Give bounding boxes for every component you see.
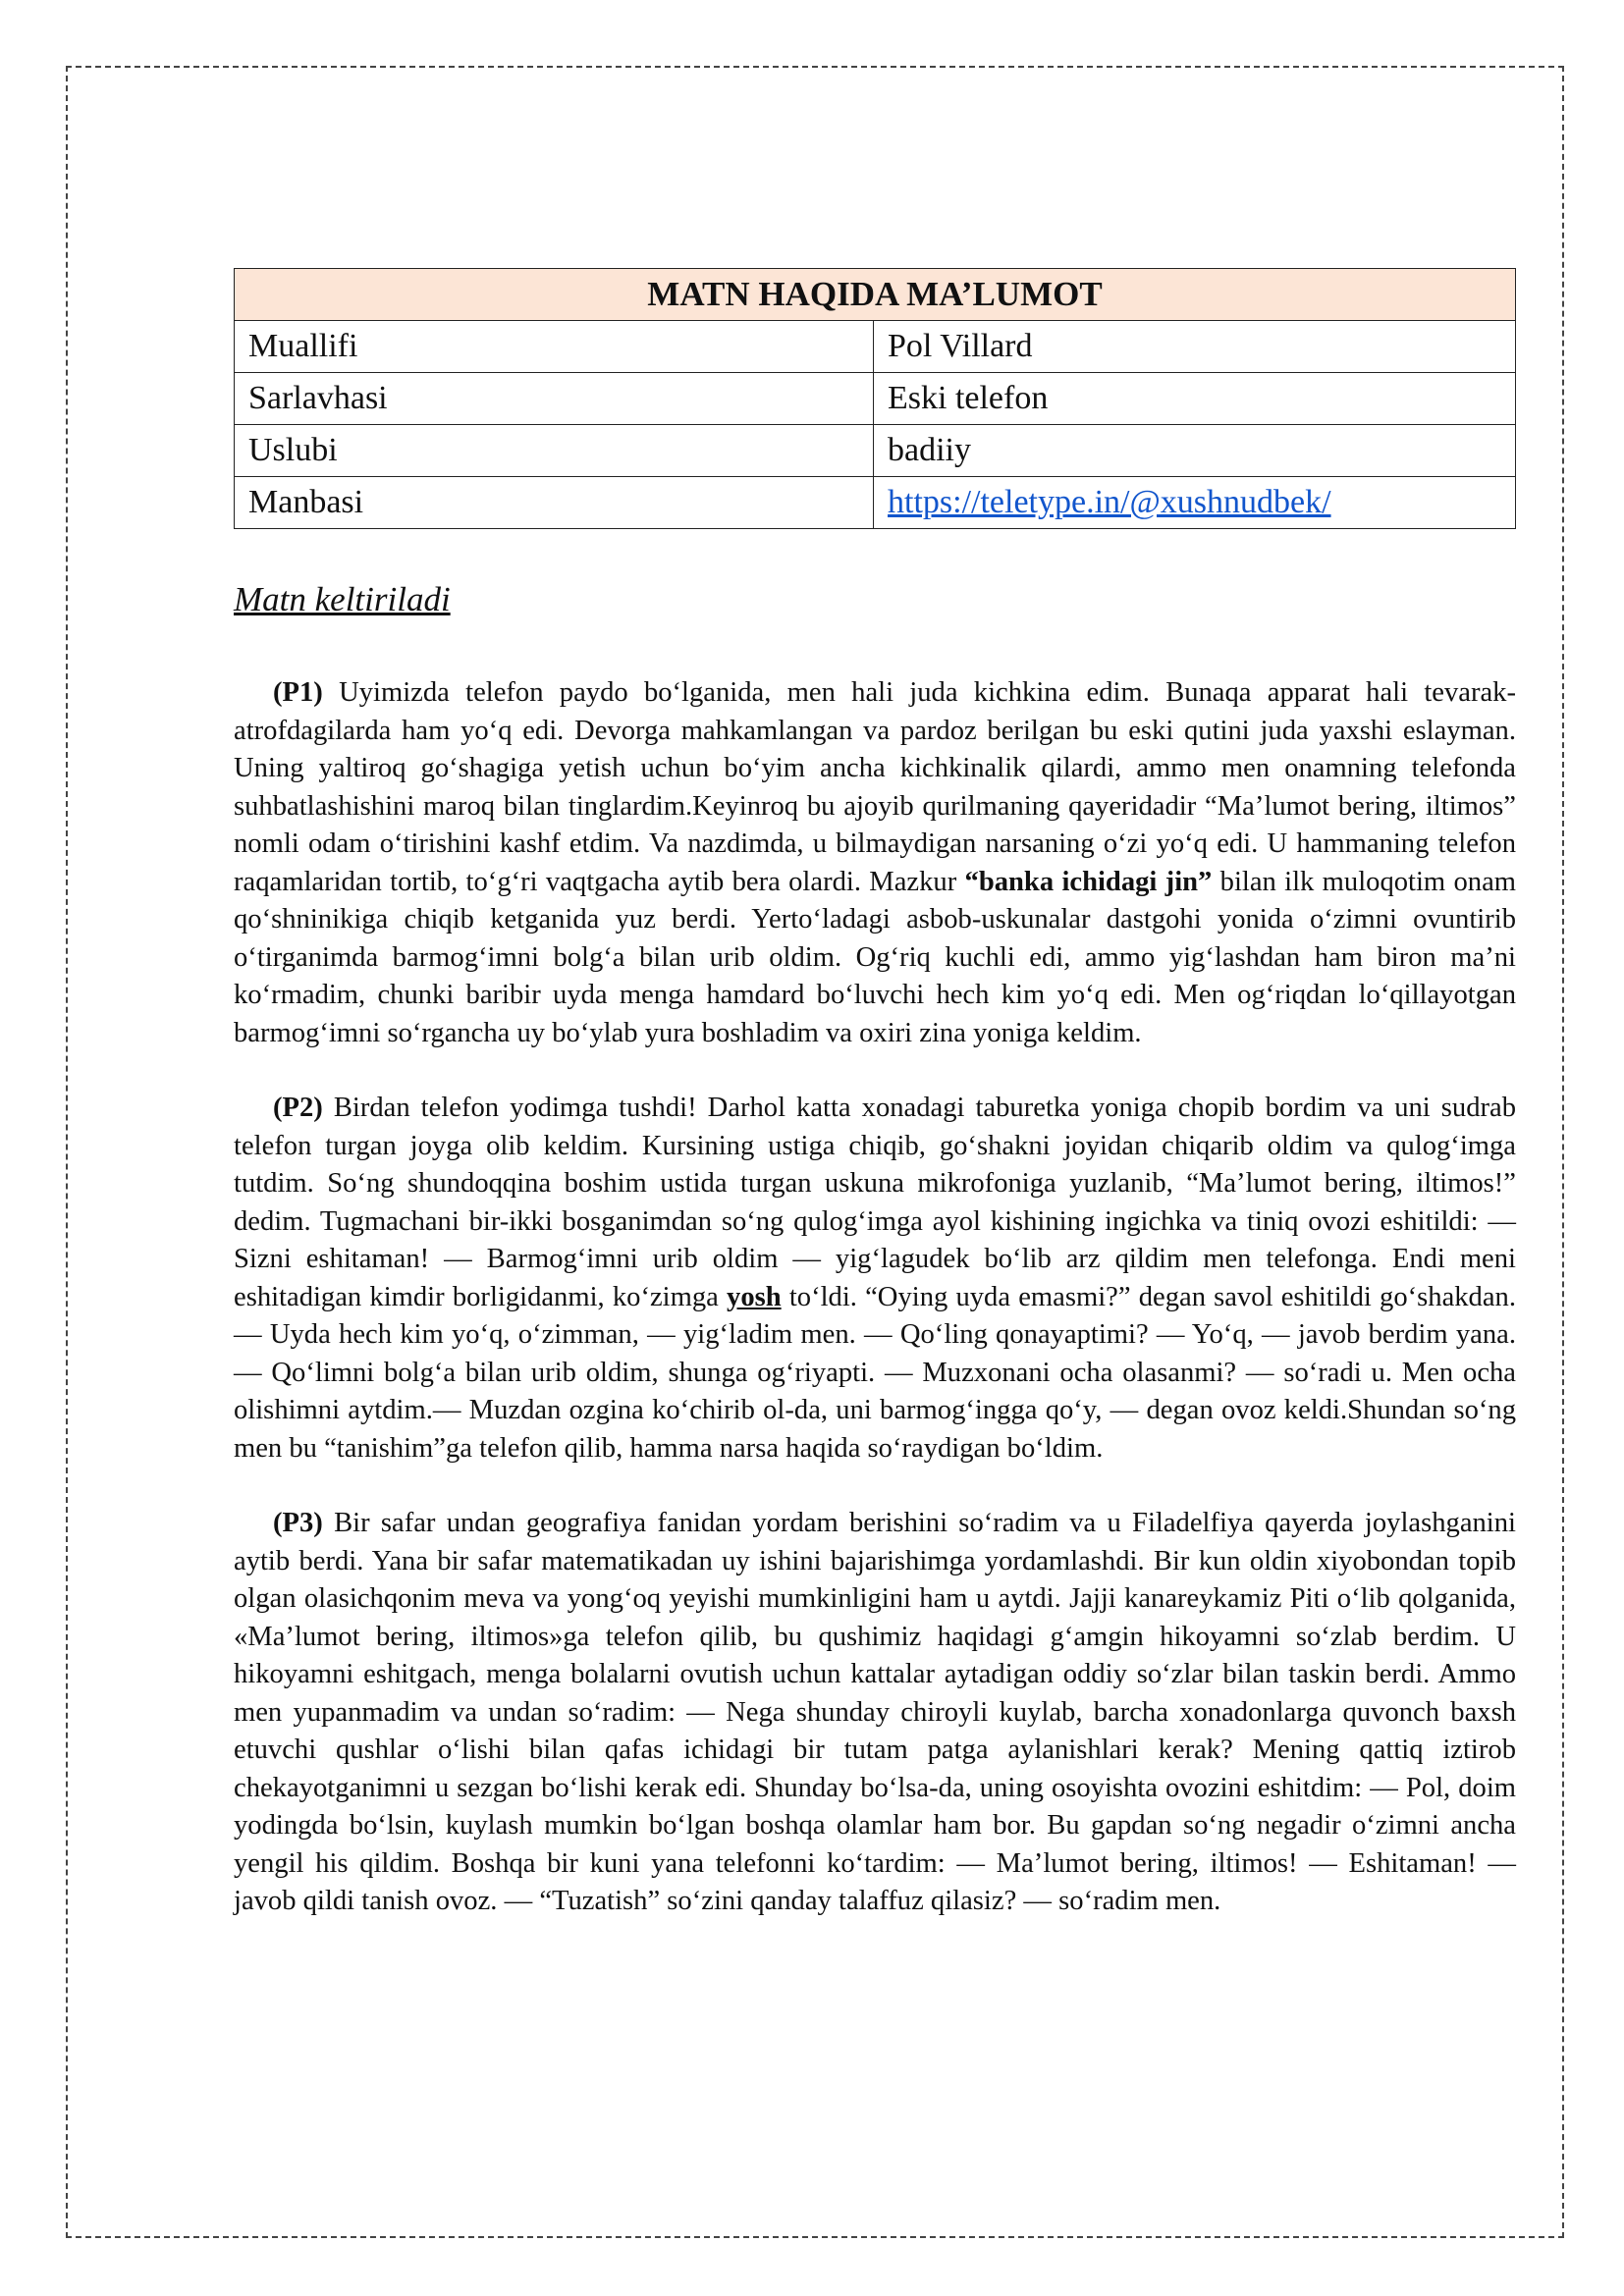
info-table — [234, 268, 1516, 529]
info-table-title: MATN HAQIDA MA’LUMOT — [235, 269, 1516, 321]
underlined-word: yosh — [727, 1281, 782, 1312]
title-value: Eski telefon — [874, 373, 1516, 425]
paragraph-text: Birdan telefon yodimga tushdi! Darhol katta xonadagi taburetka yoniga chopib bordim va uni sudrab telefon turgan joyga olib keldim. Kursining ustiga chiqib, go‘shakni joyidan chiqarib oldim va qulog‘imga tutdim. So‘ng shundoqqina boshim ustida turgan uskuna mikrofoniga yuzlanib, “Ma’lumot bering, iltimos!” dedim. Tugmachani bir-ikki bosganimdan so‘ng qulog‘imga ayol kishining ingichka va tiniq ovozi eshitildi: — Sizni eshitaman! — Barmog‘imni urib oldim — yig‘lagudek bo‘lib arz qildim men telefonga. Endi meni eshitadigan kimdir borligidanmi, ko‘zimga — [234, 1093, 1516, 1312]
paragraph-p2 — [234, 1090, 1516, 1468]
paragraph-label: (P3) — [273, 1508, 323, 1538]
paragraph-label: (P1) — [273, 677, 323, 708]
paragraph-text: to‘ldi. “Oying uyda emasmi?” degan savol eshitildi go‘shakdan. — Uyda hech kim yo‘q, o‘zimman, — yig‘ladim men. — Qo‘ling qonayaptimi? — Yo‘q, — javob berdim yana. — Qo‘limni bolg‘a bilan urib oldim, shunga og‘riyapti. — Muzxonani ocha olasanmi? — so‘radi u. Men ocha olishimni aytdim.— Muzdan ozgina ko‘chirib ol-da, uni barmog‘ingga qo‘y, — degan ovoz keldi.Shundan so‘ng men bu “tanishim”ga telefon qilib, hamma narsa haqida so‘raydigan bo‘ldim. — [234, 1281, 1516, 1464]
document-content — [234, 268, 1516, 1921]
paragraph-p1 — [234, 674, 1516, 1052]
source-cell — [874, 477, 1516, 529]
author-value: Pol Villard — [874, 321, 1516, 373]
style-label: Uslubi — [235, 425, 874, 477]
table-row — [235, 373, 1516, 425]
paragraph-text: Bir safar undan geografiya fanidan yordam berishini so‘radim va u Filadelfiya qayerda joylashganini aytib berdi. Yana bir safar matematikadan uy ishini bajarishimga yordamlashdi. Bir kun oldin xiyobondan topib olgan olasichqonim meva va yong‘oq yeyishi mumkinligini ham u aytdi. Jajji kanareykamiz Piti o‘lib qolganida, «Ma’lumot bering, iltimos»ga telefon qilib, bu qushimiz haqidagi g‘amgin hikoyamni so‘zlab berdim. U hikoyamni eshitgach, menga bolalarni ovutish uchun kattalar aytadigan oddiy so‘zlar bilan taskin berdi. Ammo men yupanmadim va undan so‘radim: — Nega shunday chiroyli kuylab, barcha xonadonlarga quvonch baxsh etuvchi qushlar o‘lishi bilan qafas ichidagi bir tutam patga aylanishlari kerak? Mening qattiq iztirob chekayotganimni u sezgan bo‘lishi kerak edi. Shunday bo‘lsa-da, uning osoyishta ovozini eshitdim: — Pol, doim yodingda bo‘lsin, kuylash mumkin bo‘lgan boshqa olamlar ham bor. Bu gapdan so‘ng negadir o‘zimni ancha yengil his qildim. Boshqa bir kuni yana telefonni ko‘tardim: — Ma’lumot bering, iltimos! — Eshitaman! — javob qildi tanish ovoz. — “Tuzatish” so‘zini qanday talaffuz qilasiz? — so‘radim men. — [234, 1508, 1516, 1916]
paragraph-text: bilan ilk muloqotim onam qo‘shninikiga chiqib ketganida yuz berdi. Yerto‘ladagi asbob-uskunalar dastgohi yonida o‘zimni ovuntirib o‘tirganimda barmog‘imni bolg‘a bilan urib oldim. Og‘riq kuchli edi, ammo yig‘lashdan ham biron ma’ni ko‘rmadim, chunki baribir uyda menga hamdard bo‘luvchi hech kim yo‘q edi. Men og‘riqdan lo‘qillayotgan barmog‘imni so‘rgancha uy bo‘ylab yura boshladim va oxiri zina yoniga keldim. — [234, 866, 1517, 1048]
table-row — [235, 425, 1516, 477]
source-label: Manbasi — [235, 477, 874, 529]
paragraph-p3 — [234, 1505, 1516, 1921]
paragraph-text: Uyimizda telefon paydo bo‘lganida, men hali juda kichkina edim. Bunaqa apparat hali tevarak-atrofdagilarda ham yo‘q edi. Devorga mahkamlangan va pardoz berilgan bu eski qutini juda yaxshi eslayman. Uning yaltiroq go‘shagiga yetish uchun bo‘yim ancha kichkinalik qilardi, ammo men onamning telefonda suhbatlashishini maroq bilan tinglardim.Keyinroq bu ajoyib qurilmaning qayeridadir “Ma’lumot bering, iltimos” nomli odam o‘tirishini kashf etdim. Va nazdimda, u bilmaydigan narsaning o‘zi yo‘q edi. U hammaning telefon raqamlaridan tortib, to‘g‘ri vaqtgacha aytib bera olardi. Mazkur — [234, 677, 1516, 897]
paragraph-label: (P2) — [273, 1093, 323, 1123]
table-row — [235, 477, 1516, 529]
source-link[interactable]: https://teletype.in/@xushnudbek/ — [888, 484, 1331, 520]
author-label: Muallifi — [235, 321, 874, 373]
title-label: Sarlavhasi — [235, 373, 874, 425]
bold-phrase: “banka ichidagi jin” — [964, 866, 1213, 897]
table-row — [235, 321, 1516, 373]
style-value: badiiy — [874, 425, 1516, 477]
section-title: Matn keltiriladi — [234, 580, 451, 618]
